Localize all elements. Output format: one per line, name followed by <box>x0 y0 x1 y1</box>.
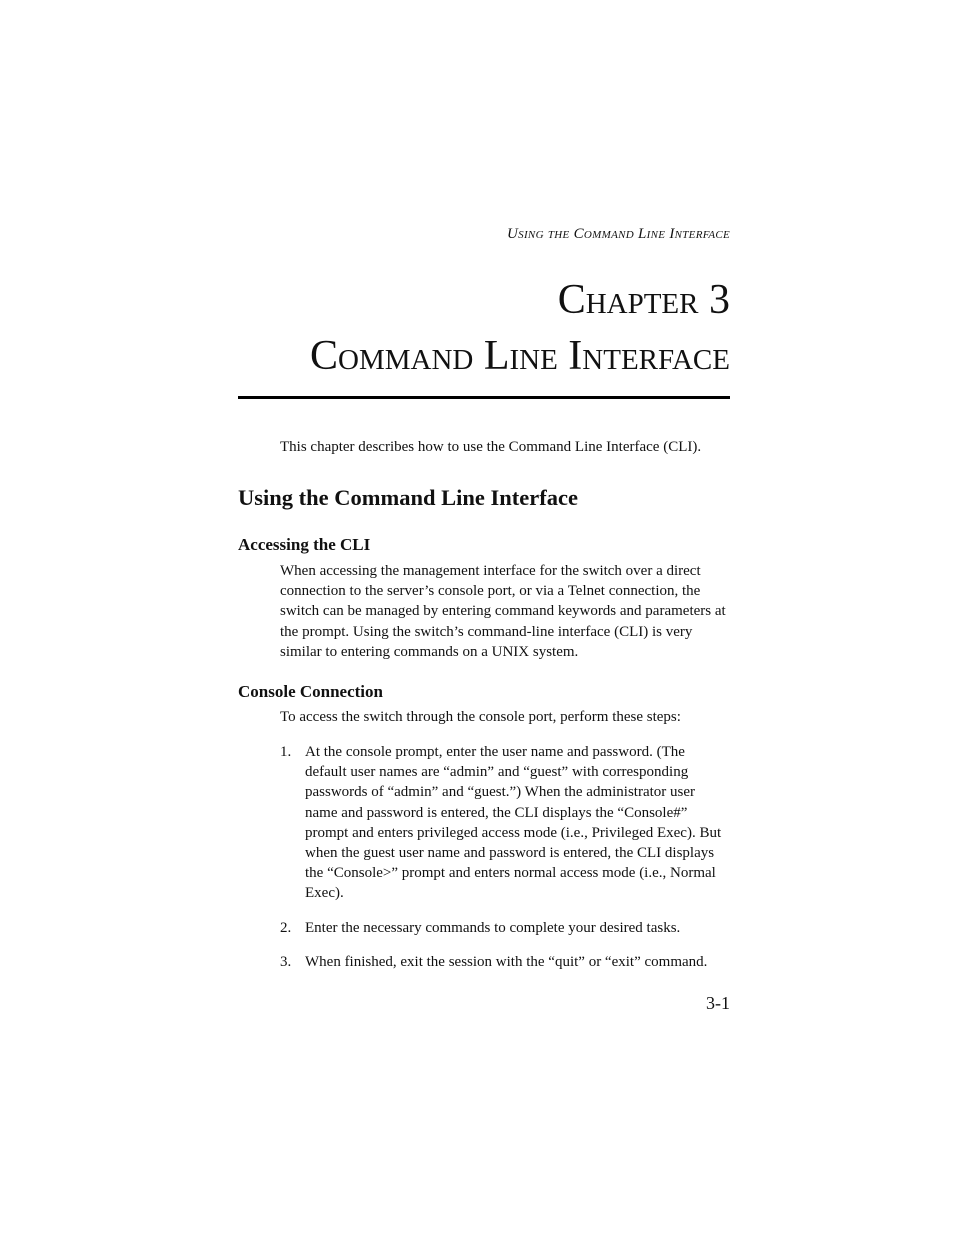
paragraph-line: connection to the server’s console port, or via a Telnet connection, the <box>280 583 701 600</box>
chapter-intro: This chapter describes how to use the Command Line Interface (CLI). <box>280 439 702 455</box>
step-line: name and password is entered, the CLI displays the “Console#” <box>305 804 688 821</box>
steps-list <box>280 742 740 986</box>
console-connection-intro <box>280 707 732 727</box>
paragraph-line: switch can be managed by entering command keywords and parameters at <box>280 603 726 620</box>
running-head: Using the Command Line Interface <box>507 226 730 242</box>
step-item <box>280 742 740 904</box>
console-connection-heading: Console Connection <box>238 682 383 701</box>
step-line: when the guest user name and password is entered, the CLI displays <box>305 845 715 862</box>
step-line: prompt and enters privileged access mode (i.e., Privileged Exec). But <box>305 824 722 841</box>
step-line: the “Console>” prompt and enters normal access mode (i.e., Normal <box>305 865 716 882</box>
step-line: Enter the necessary commands to complete your desired tasks. <box>305 919 681 936</box>
step-number: 1. <box>280 744 292 760</box>
step-number: 2. <box>280 919 292 936</box>
step-item <box>280 918 740 938</box>
step-line: When finished, exit the session with the “quit” or “exit” command. <box>305 953 708 970</box>
step-line: At the console prompt, enter the user name and password. (The <box>305 744 685 760</box>
step-number: 3. <box>280 953 292 970</box>
paragraph-line: To access the switch through the console port, perform these steps: <box>280 709 681 725</box>
step-item <box>280 952 740 972</box>
paragraph-line: the prompt. Using the switch’s command-line interface (CLI) is very <box>280 623 693 640</box>
page-number: 3-1 <box>706 993 730 1013</box>
chapter-number: Chapter 3 <box>557 277 730 323</box>
paragraph-line: similar to entering commands on a UNIX system. <box>280 643 579 660</box>
paragraph-line: When accessing the management interface for the switch over a direct <box>280 563 701 579</box>
step-line: default user names are “admin” and “guest” with corresponding <box>305 764 689 781</box>
accessing-cli-heading: Accessing the CLI <box>238 535 371 554</box>
chapter-title: Command Line Interface <box>309 333 730 379</box>
section-heading: Using the Command Line Interface <box>238 485 578 510</box>
step-line: passwords of “admin” and “guest.”) When the administrator user <box>305 784 696 801</box>
step-line: Exec). <box>305 885 344 902</box>
title-rule <box>238 396 730 399</box>
accessing-cli-paragraph <box>280 561 732 662</box>
